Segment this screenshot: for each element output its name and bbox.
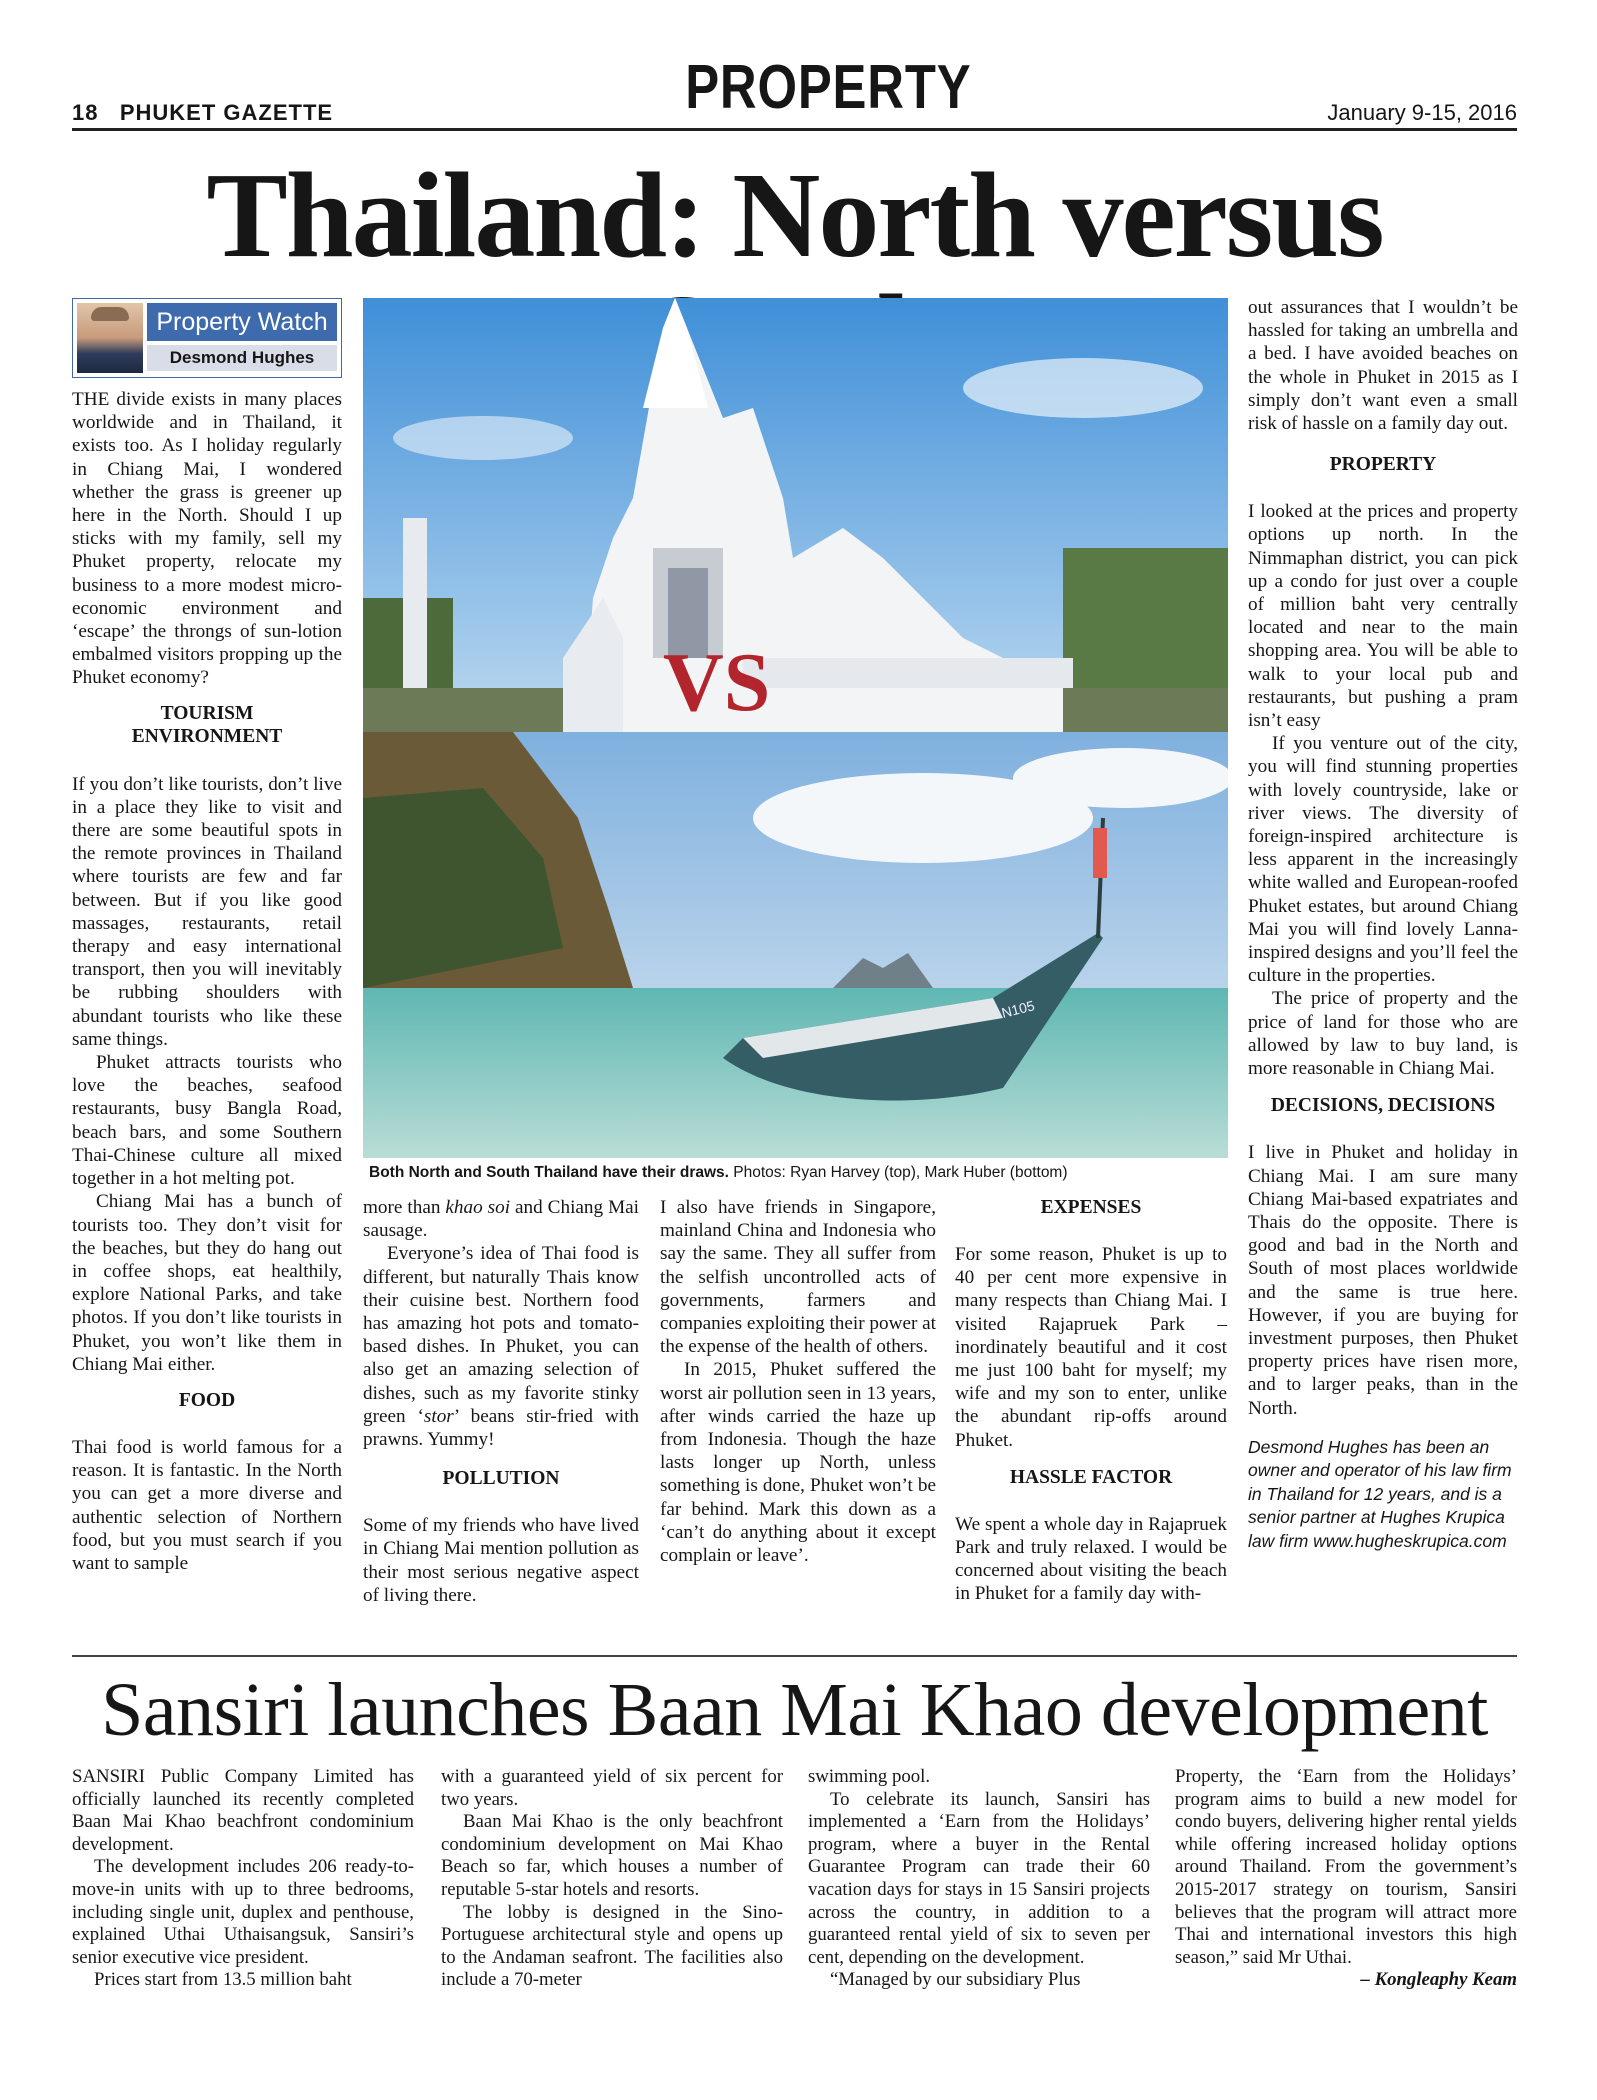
subhead-expenses: EXPENSES <box>1040 1197 1142 1218</box>
paragraph: out assurances that I wouldn’t be hassled for taking an umbrella and a bed. I have avoided beaches on the whole in Phuket in 2015 as I simply don’t want even a small risk of hassle on a family day out. <box>1248 297 1518 435</box>
issue-date: January 9-15, 2016 <box>1327 100 1517 125</box>
author-photo <box>77 303 143 373</box>
temple-and-boat-photo <box>363 298 1228 1158</box>
boat-label: N105 <box>999 997 1037 1021</box>
paragraph: Prices start from 13.5 million baht <box>94 1969 352 1991</box>
paragraph: Some of my friends who have lived in Chiang Mai mention pollution as their most serious negative aspect of living there. <box>363 1515 639 1606</box>
article-column-3 <box>660 1196 936 1567</box>
publication-name: PHUKET GAZETTE <box>119 100 334 125</box>
paragraph: If you don’t like tourists, don’t live in a place they like to visit and there are some beautiful spots in the remote provinces in Thailand where tourists are few and far between. But if you like good massages, restaurants, retail therapy and easy international transport, then you will inevitably be rubbing shoulders with abundant tourists who like these same things. <box>72 773 342 1050</box>
subhead-pollution: POLLUTION <box>442 1468 560 1490</box>
subhead-property: PROPERTY <box>1329 454 1437 476</box>
paragraph: To celebrate its launch, Sansiri has implemented a ‘Earn from the Holidays’ program, where a buyer in the Rental Guarantee Program can trade their 60 vacation days for stays in 15 Sansiri projects across the country, in addition to a guaranteed rental yield of six to seven per cent, depending on the development. <box>808 1788 1150 1968</box>
article-column-5 <box>1248 296 1518 1553</box>
subhead-food: FOOD <box>178 1389 236 1411</box>
paragraph: “Managed by our subsidiary Plus <box>830 1969 1081 1991</box>
text-run: more than <box>363 1197 446 1218</box>
signature: – Kongleaphy Keam <box>1360 1969 1517 1991</box>
paragraph: Baan Mai Khao is the only beachfront condominium development on Mai Khao Beach so far, which houses a number of reputable 5-star hotels and resorts. <box>441 1811 783 1900</box>
paragraph: Thai food is world famous for a reason. It is fantastic. In the North you can get a more diverse and authentic selection of Northern food, but you must search if you want to sample <box>72 1436 342 1574</box>
page-number: 18 <box>72 100 99 125</box>
paragraph: Chiang Mai has a bunch of tourists too. They don’t visit for the beaches, but they do hang out in coffee shops, eat healthily, explore National Parks, and take photos. If you don’t like tourists in Phuket, you won’t like them in Chiang Mai either. <box>72 1191 342 1375</box>
subhead-tourism: TOURISM <box>160 702 254 724</box>
text-run: Everyone’s idea of Thai food is different, but naturally Thais know their cuisine best. Northern food has amazing hot pots and tomato-based dishes. In Phuket, you can also get an amazing selection of dishes, such as my favorite stinky green ‘ <box>363 1243 639 1427</box>
masthead-rule <box>72 128 1517 131</box>
second-article-column-2 <box>441 1766 783 1992</box>
second-article-headline: Sansiri launches Baan Mai Khao development <box>101 1668 1488 1752</box>
paragraph: Property, the ‘Earn from the Holidays’ program aims to build a new model for condo buyers, delivering higher rental yields while offering increased holiday options around Thailand. From the government’s 2015-2017 strategy on tourism, Sansiri believes that the program will attract more Thai and international investors this high season,” said Mr Uthai. <box>1175 1766 1517 1968</box>
text-run: and Chiang Mai sausage. <box>363 1197 639 1242</box>
article-column-1 <box>72 388 342 1575</box>
paragraph <box>363 1242 639 1451</box>
subhead-decisions: DECISIONS, DECISIONS <box>1270 1095 1496 1117</box>
italic-run: khao soi <box>445 1197 511 1218</box>
second-article-column-3 <box>808 1766 1150 1992</box>
author-note: Desmond Hughes has been an owner and operator of his law firm in Thailand for 12 years, and is a senior partner at Hughes Krupica law firm www.hugheskrupica.com <box>1248 1436 1512 1551</box>
subhead-environment: ENVIRONMENT <box>131 725 283 747</box>
property-watch-box <box>72 298 342 378</box>
vs-label: VS <box>663 636 771 729</box>
article-column-2 <box>363 1196 639 1607</box>
paragraph: SANSIRI Public Company Limited has officially launched its recently completed Baan Mai Khao beachfront condominium development. <box>72 1766 414 1855</box>
article-photo <box>363 298 1228 1158</box>
italic-run: stor <box>423 1405 454 1427</box>
article-divider <box>72 1655 1517 1657</box>
paragraph: The price of property and the price of land for those who are allowed by law to buy land, is more reasonable in Chiang Mai. <box>1248 988 1518 1080</box>
paragraph: I looked at the prices and property options up north. In the Nimmaphan district, you can pick up a condo for just over a couple of million baht very centrally located and near to the main shopping area. You will be able to walk to your local pub and restaurants, but pushing a pram isn’t easy <box>1248 501 1518 732</box>
paragraph: If you venture out of the city, you will find stunning properties with lovely countryside, lake or river views. The diversity of foreign-inspired architecture is less apparent in the increasingly white walled and European-roofed Phuket estates, but around Chiang Mai you will find lovely Lanna-inspired designs and you’ll feel the culture in the properties. <box>1248 733 1518 987</box>
second-article-column-1 <box>72 1766 414 1992</box>
text-run: ’ beans stir-fried with prawns. Yummy! <box>363 1405 639 1451</box>
column-label: Property Watch <box>147 303 337 341</box>
paragraph: The lobby is designed in the Sino-Portuguese architectural style and opens up to the Andaman seafront. The facilities also include a 70-meter <box>441 1901 783 1991</box>
paragraph: I live in Phuket and holiday in Chiang Mai. I am sure many Chiang Mai-based expatriates and Thais do the opposite. There is good and bad in the North and South of most places worldwide and the same is true here. However, if you are buying for investment purposes, then Phuket property prices have risen more, and to larger peaks, than in the North. <box>1248 1142 1518 1419</box>
paragraph: swimming pool. <box>808 1766 931 1787</box>
page-folio <box>72 100 333 126</box>
photo-credit: Photos: Ryan Harvey (top), Mark Huber (bottom) <box>733 1164 1068 1181</box>
paragraph: with a guaranteed yield of six percent for two years. <box>441 1766 783 1810</box>
paragraph: THE divide exists in many places worldwide and in Thailand, it exists too. As I holiday regularly in Chiang Mai, I wondered whether the grass is greener up here in the North. Should I up sticks with my family, sell my Phuket property, relocate my business to a more modest micro-economic environment and ‘escape’ the throngs of sun-lotion embalmed visitors propping up the Phuket economy? <box>72 389 342 689</box>
paragraph: We spent a whole day in Rajapruek Park and truly relaxed. I would be concerned about visiting the beach in Phuket for a family day with- <box>955 1513 1227 1605</box>
second-article-column-4 <box>1175 1766 1517 1992</box>
section-title: PROPERTY <box>685 53 972 122</box>
paragraph: Phuket attracts tourists who love the beaches, seafood restaurants, busy Bangla Road, beach bars, and some Southern Thai-Chinese culture all mixed together in a hot melting pot. <box>72 1052 342 1190</box>
paragraph <box>363 1196 639 1242</box>
author-name: Desmond Hughes <box>147 345 337 371</box>
article-column-4 <box>955 1196 1227 1606</box>
article-headline: Thailand: North versus <box>206 148 1383 283</box>
paragraph: I also have friends in Singapore, mainland China and Indonesia who say the same. They all suffer from the selfish uncontrolled acts of governments, farmers and companies exploiting their power at the expense of the health of others. <box>660 1197 937 1358</box>
paragraph: In 2015, Phuket suffered the worst air pollution seen in 13 years, after winds carried the haze up from Indonesia. Though the haze lasts longer up North, unless something is done, Phuket won’t be far behind. Mark this down as a ‘can’t do anything about it except complain or leave’. <box>660 1359 936 1567</box>
caption-text: Both North and South Thailand have their draws. <box>369 1164 729 1181</box>
subhead-hassle-factor: HASSLE FACTOR <box>1009 1466 1173 1488</box>
paragraph: The development includes 206 ready-to-move-in units with up to three bedrooms, including single unit, duplex and penthouse, explained Uthai Uthaisangsuk, Sansiri’s senior executive vice president. <box>72 1856 414 1968</box>
paragraph: For some reason, Phuket is up to 40 per cent more expensive in many respects than Chiang Mai. I visited Rajapruek Park – inordinately beautiful and it cost me just 100 baht for myself; my wife and my son to enter, unlike the abundant rip-offs around Phuket. <box>955 1244 1227 1451</box>
photo-caption <box>369 1164 1229 1182</box>
